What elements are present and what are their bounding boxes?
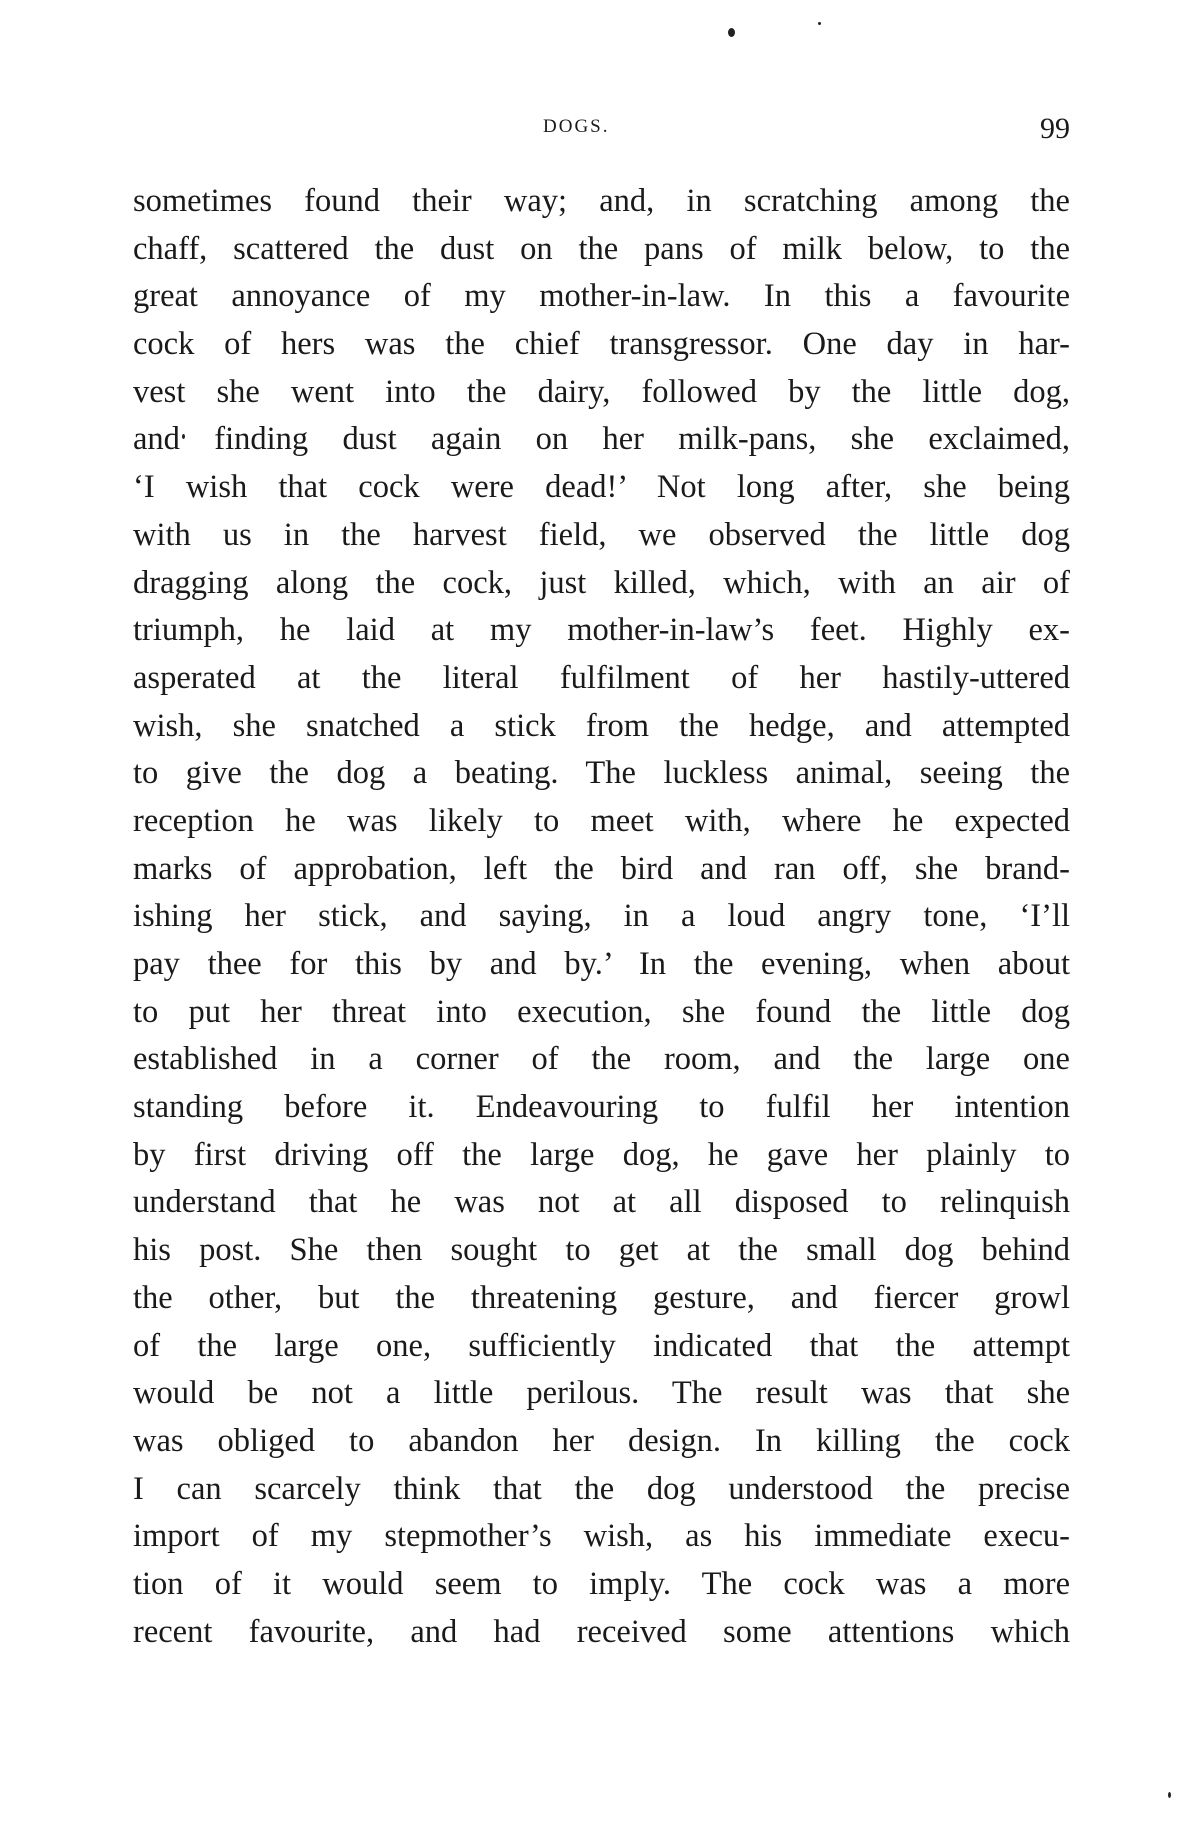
text-line: I can scarcely think that the dog understood the precise [133,1470,1070,1507]
text-line: reception he was likely to meet with, where he expected [133,802,1070,839]
text-line: established in a corner of the room, and the large one [133,1041,1070,1078]
running-head: DOGS. [543,116,610,137]
text-line: recent favourite, and had received some attentions which [133,1613,1070,1650]
text-line: standing before it. Endeavouring to fulfil her intention [133,1089,1070,1126]
text-line: his post. She then sought to get at the small dog behind [133,1232,1070,1269]
text-line: vest she went into the dairy, followed by the little dog, [133,373,1070,410]
page-header [133,112,1070,152]
body-text [133,178,1070,1656]
text-line: great annoyance of my mother-in-law. In this a favourite [133,278,1070,315]
text-line: import of my stepmother’s wish, as his immediate execu- [133,1518,1070,1555]
page-number: 99 [1040,112,1070,145]
text-line: the other, but the threatening gesture, and fiercer growl [133,1279,1070,1316]
text-line: wish, she snatched a stick from the hedge, and attempted [133,707,1070,744]
text-line: asperated at the literal fulfilment of her hastily-uttered [133,659,1070,696]
text-line: would be not a little perilous. The result was that she [133,1375,1070,1412]
ink-speck [1168,1792,1171,1798]
text-line: pay thee for this by and by.’ In the evening, when about [133,946,1070,982]
text-line: cock of hers was the chief transgressor. One day in har- [133,326,1070,363]
text-line: triumph, he laid at my mother-in-law’s feet. Highly ex- [133,612,1070,649]
text-line: with us in the harvest field, we observed the little dog [133,516,1070,553]
text-line: tion of it would seem to imply. The cock was a more [133,1565,1070,1602]
ink-speck [728,28,735,37]
text-line: ‘I wish that cock were dead!’ Not long after, she being [133,469,1070,506]
text-line: and finding dust again on her milk-pans, she exclaimed, [133,421,1070,458]
text-line: dragging along the cock, just killed, which, with an air of [133,564,1070,601]
text-line: understand that he was not at all disposed to relinquish [133,1184,1070,1221]
text-line: was obliged to abandon her design. In killing the cock [133,1422,1070,1459]
text-line: marks of approbation, left the bird and ran off, she brand- [133,850,1070,887]
text-line: of the large one, sufficiently indicated that the attempt [133,1327,1070,1364]
text-line: to put her threat into execution, she found the little dog [133,993,1070,1030]
text-line: ishing her stick, and saying, in a loud angry tone, ‘I’ll [133,898,1070,935]
text-line: chaff, scattered the dust on the pans of milk below, to the [133,230,1070,267]
text-line: to give the dog a beating. The luckless animal, seeing the [133,755,1070,792]
ink-speck [818,22,821,25]
text-line: sometimes found their way; and, in scratching among the [133,183,1070,219]
text-line: by first driving off the large dog, he gave her plainly to [133,1136,1070,1173]
